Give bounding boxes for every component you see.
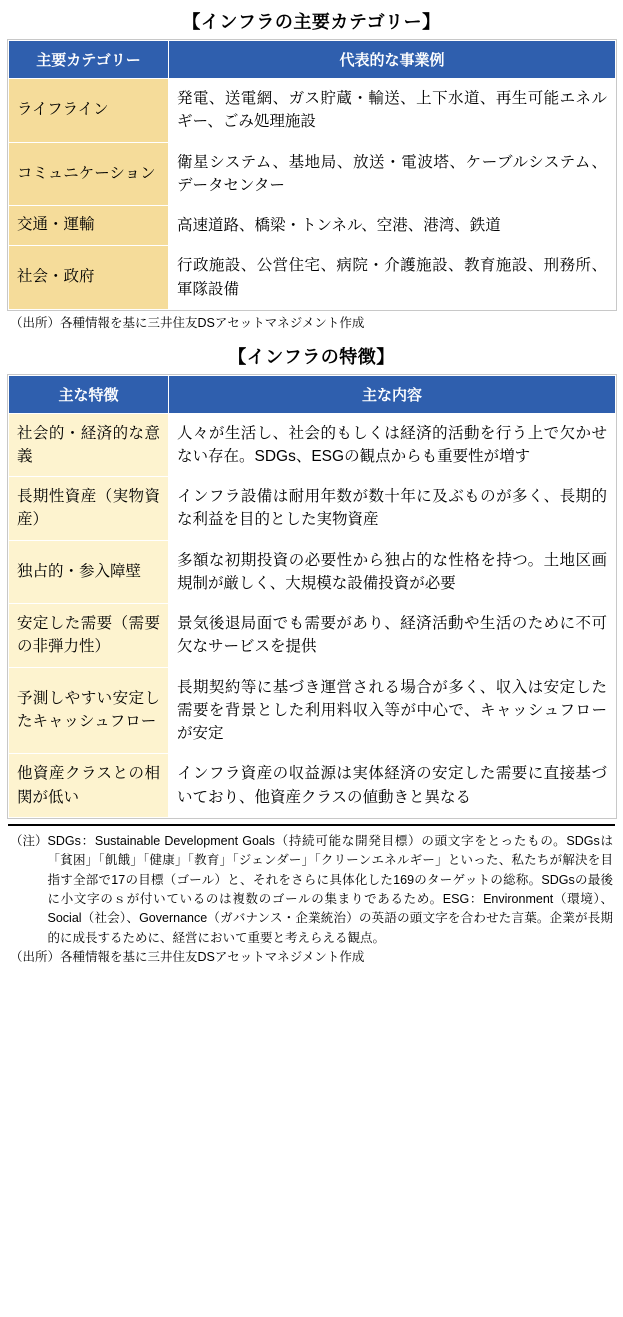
feature-cell: 他資産クラスとの相関が低い <box>9 754 169 818</box>
table-row <box>9 540 616 604</box>
note-label: （注） <box>10 833 48 848</box>
feature-cell: 予測しやすい安定したキャッシュフロー <box>9 667 169 754</box>
example-cell: 行政施設、公営住宅、病院・介護施設、教育施設、刑務所、軍隊設備 <box>169 246 616 310</box>
table-row <box>9 206 616 246</box>
content-cell: 人々が生活し、社会的もしくは経済的活動を行う上で欠かせない存在。SDGs、ESGの観点からも重要性が増す <box>169 413 616 477</box>
feature-cell: 社会的・経済的な意義 <box>9 413 169 477</box>
source-row <box>8 948 615 967</box>
table-row <box>9 79 616 143</box>
table-row <box>9 477 616 541</box>
table2-title: 【インフラの特徴】 <box>228 346 395 367</box>
infra-features-table <box>8 375 616 818</box>
table-row <box>9 754 616 818</box>
column-header-feature: 主な特徴 <box>9 375 169 413</box>
category-cell: 社会・政府 <box>9 246 169 310</box>
category-cell: ライフライン <box>9 79 169 143</box>
notes-section <box>8 824 615 968</box>
table-row <box>9 413 616 477</box>
column-header-example: 代表的な事業例 <box>169 41 616 79</box>
table-row <box>9 667 616 754</box>
feature-cell: 長期性資産（実物資産） <box>9 477 169 541</box>
column-header-content: 主な内容 <box>169 375 616 413</box>
table-row <box>9 246 616 310</box>
category-cell: コミュニケーション <box>9 142 169 206</box>
content-cell: インフラ資産の収益源は実体経済の安定した需要に直接基づいており、他資産クラスの値動きと異なる <box>169 754 616 818</box>
example-cell: 高速道路、橋梁・トンネル、空港、港湾、鉄道 <box>169 206 616 246</box>
content-cell: 多額な初期投資の必要性から独占的な性格を持つ。土地区画規制が厳しく、大規模な設備投資が必要 <box>169 540 616 604</box>
content-cell: 長期契約等に基づき運営される場合が多く、収入は安定した需要を背景とした利用料収入等が中心で、キャッシュフローが安定 <box>169 667 616 754</box>
feature-cell: 安定した需要（需要の非弾力性） <box>9 604 169 668</box>
note-text: SDGs：Sustainable Development Goals（持続可能な開発目標）の頭文字をとったもの。SDGsは「貧困」「飢餓」「健康」「教育」「ジェンダー」「クリーンエネルギー」といった、私たちが解決を目指す全部で17の目標（ゴール）と、それをさらに具体化した169のターゲットの総称。SDGsの最後に小文字のｓが付いているのは複数のゴールの集まりであるため。ESG：Environment（環境）、Social（社会）、Governance（ガバナンス・企業統治）の英語の頭文字を合わせた言葉。企業が長期的に成長するために、経営において重要と考えらえる観点。 <box>47 833 613 945</box>
feature-cell: 独占的・参入障壁 <box>9 540 169 604</box>
table1-source: （出所）各種情報を基に三井住友DSアセットマネジメント作成 <box>10 315 365 330</box>
content-cell: 景気後退局面でも需要があり、経済活動や生活のために不可欠なサービスを提供 <box>169 604 616 668</box>
table-header-row <box>9 375 616 413</box>
category-cell: 交通・運輸 <box>9 206 169 246</box>
table-header-row <box>9 41 616 79</box>
source-text: 各種情報を基に三井住友DSアセットマネジメント作成 <box>60 950 365 964</box>
table1-title: 【インフラの主要カテゴリー】 <box>182 12 441 32</box>
content-cell: インフラ設備は耐用年数が数十年に及ぶものが多く、長期的な利益を目的とした実物資産 <box>169 477 616 541</box>
column-header-category: 主要カテゴリー <box>9 41 169 79</box>
table-row <box>9 142 616 206</box>
note-row <box>8 832 615 948</box>
infra-category-table <box>8 40 616 310</box>
example-cell: 発電、送電網、ガス貯蔵・輸送、上下水道、再生可能エネルギー、ごみ処理施設 <box>169 79 616 143</box>
example-cell: 衛星システム、基地局、放送・電波塔、ケーブルシステム、データセンター <box>169 142 616 206</box>
source-label: （出所） <box>10 950 61 964</box>
table-row <box>9 604 616 668</box>
